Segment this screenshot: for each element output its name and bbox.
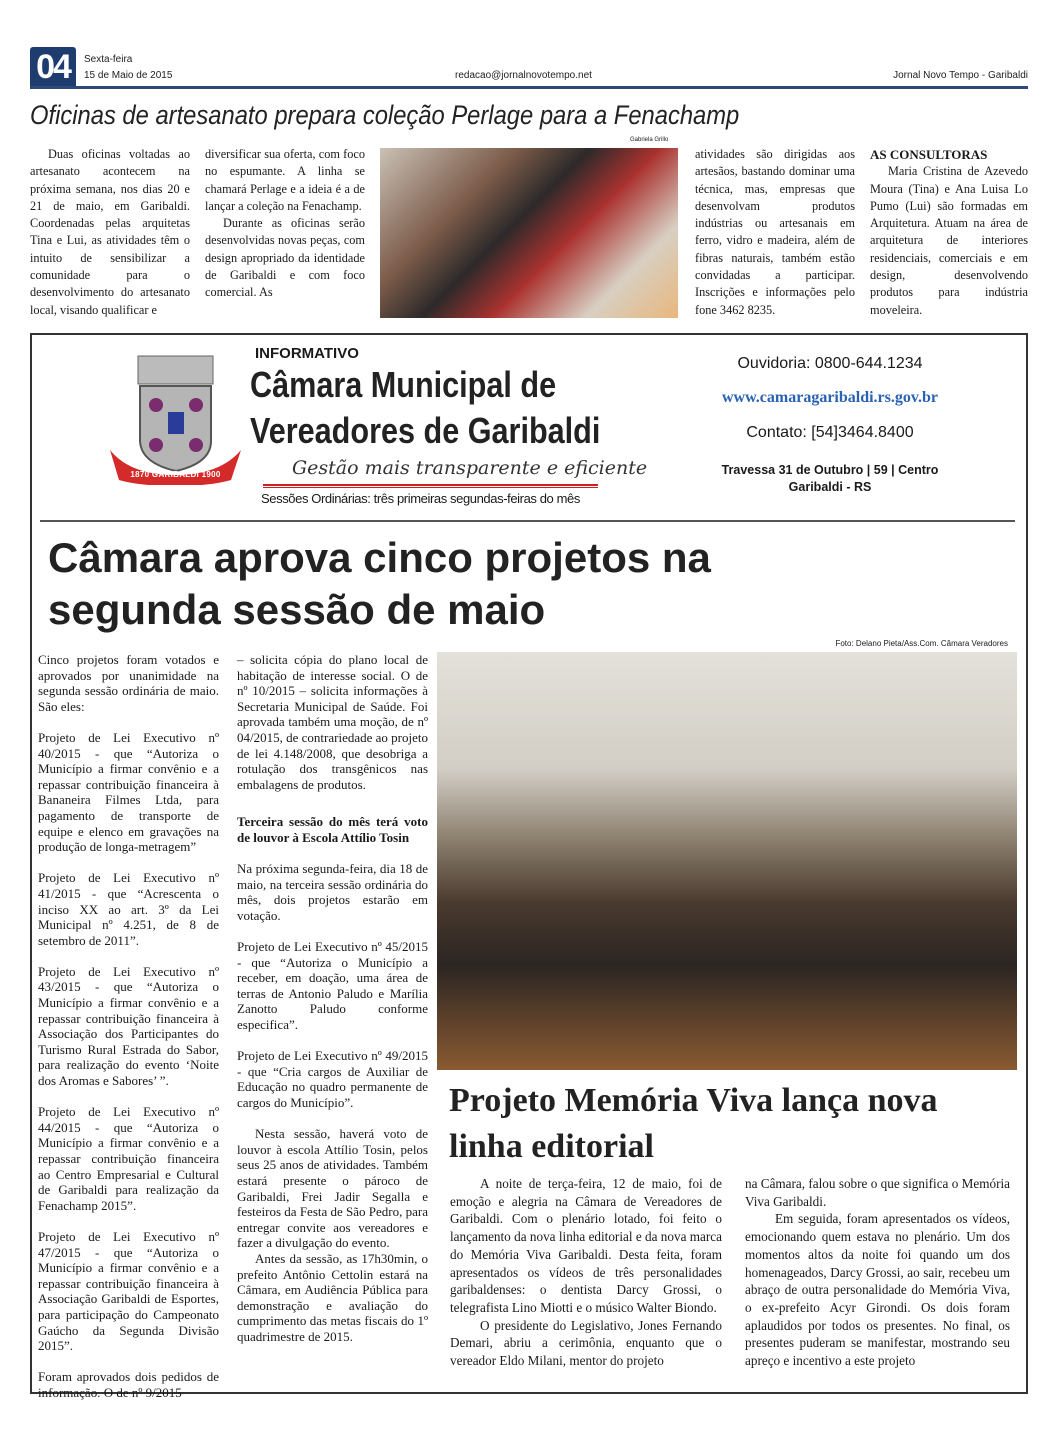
paragraph: Foram aprovados dois pedidos de informação. O de nº 9/2015 (38, 1369, 219, 1400)
article-title: Oficinas de artesanato prepara coleção Perlage para a Fenachamp (30, 100, 740, 130)
page-number: 04 (30, 47, 76, 87)
article-column (695, 146, 855, 319)
paragraph: Projeto de Lei Executivo nº 49/2015 - que “Cria cargos de Auxiliar de Educação no quadro permanente de cargos do Município”. (237, 1048, 428, 1111)
header-rule (30, 86, 1028, 89)
paragraph: Projeto de Lei Executivo nº 47/2015 - que “Autoriza o Município a firmar convênio e a repassar contribuição financeira à Associação Garibaldi de Esportes, para participação do Campeonato Gaúcho da Segunda Divisão 2015”. (38, 1228, 219, 1354)
paragraph: atividades são dirigidas aos artesãos, bastando dominar uma técnica, mas, empresas que desenvolvam produtos indústrias ou artesanais em ferro, vidro e madeira, além de fibras naturais, também estão convidadas a participar. Inscrições e informações pelo fone 3462 8235. (695, 147, 855, 317)
coat-of-arms-logo (108, 350, 243, 485)
article-column (870, 146, 1028, 319)
subheading: Terceira sessão do mês terá voto de louvor à Escola Attílio Tosin (237, 814, 428, 845)
sessions-info: Sessões Ordinárias: três primeiras segundas-feiras do mês (261, 491, 580, 506)
paragraph: Projeto de Lei Executivo nº 43/2015 - que “Autoriza o Município a firmar convênio e a repassar contribuição financeira à Associação dos Participantes do Turismo Rural Estrada do Sabor, para realização do evento ‘Noite dos Aromas e Sabores’ ”. (38, 963, 219, 1089)
kicker: INFORMATIVO (255, 345, 359, 362)
subheading: AS CONSULTORAS (870, 147, 988, 162)
ouvidoria: Ouvidoria: 0800-644.1234 (737, 355, 923, 372)
paragraph: Projeto de Lei Executivo nº 45/2015 - que “Autoriza o Município a receber, em doação, uma área de terras de Antonio Paludo e Marília Zanotto Paludo conforme especifica”. (237, 939, 428, 1033)
article-column (450, 1175, 722, 1370)
contato: Contato: [54]3464.8400 (746, 424, 914, 441)
article-column (38, 652, 219, 1416)
paragraph: Em seguida, foram apresentados os vídeos, emocionando quem estava no plenário. Um dos momentos altos da noite foi quando um dos homenageados, Darcy Grossi, ao sair, recebeu um abraço de outra personalidade do Memória Viva, o ex-prefeito Acyr Girondi. Os dois foram aplaudidos por todos os presentes. No final, os presentes puderam se manifestar, mostrando seu apreço e incentivo a este projeto (745, 1211, 1010, 1369)
paragraph: A noite de terça-feira, 12 de maio, foi de emoção e alegria na Câmara de Vereadores de Garibaldi. Com o plenário lotado, foi feito o lançamento da nova linha editorial e da nova marca do Memória Viva Garibaldi. Desta feita, foram apresentados os vídeos de três personalidades garibaldenses: o dentista Darcy Grossi, o telegrafista Lino Miotti e o músico Walter Biondo. (450, 1176, 722, 1315)
article-column (237, 652, 428, 1360)
date: 15 de Maio de 2015 (84, 70, 173, 81)
email: redacao@jornalnovotempo.net (455, 70, 592, 81)
slogan-rule (263, 484, 598, 488)
paragraph: Projeto de Lei Executivo nº 40/2015 - que “Autoriza o Município a firmar convênio e a repassar contribuição financeira à Bananeira Filmes Ltda, para pagamento de transporte de equipe e elenco em gravações na produção de longa-metragem” (38, 729, 219, 855)
article-title: Câmara aprova cinco projetos na segunda sessão de maio (48, 534, 711, 633)
article-column (30, 146, 190, 319)
paragraph: Na próxima segunda-feira, dia 18 de maio, na terceira sessão ordinária do mês, dois projetos estarão em votação. (237, 861, 428, 923)
divider (40, 520, 1015, 522)
paragraph: Nesta sessão, haverá voto de louvor à escola Attílio Tosin, pelos seus 25 anos de atividades. Também estará presente o pároco de Garibaldi, Frei Jadir Segalla e festeiros da Festa de São Pedro, para entregar convite aos vereadores e fazer a divulgação do evento. (237, 1126, 428, 1251)
paper-name: Jornal Novo Tempo - Garibaldi (893, 70, 1028, 81)
paragraph: Maria Cristina de Azevedo Moura (Tina) e Ana Luisa Lo Pumo (Lui) são formadas em Arquitetura. Atuam na área de arquitetura de interiores residenciais, comerciais e em design, desenvolvendo produtos para indústria moveleira. (870, 164, 1028, 317)
paragraph: Projeto de Lei Executivo nº 41/2015 - que “Acrescenta o inciso XX ao art. 3º da Lei Municipal nº 4.251, de 8 de setembro de 2011”. (38, 870, 219, 948)
address-line1: Travessa 31 de Outubro | 59 | Centro (721, 463, 939, 477)
paragraph: – solicita cópia do plano local de habitação de interesse social. O de nº 10/2015 – solicita informações à Secretaria Municipal de Saúde. Foi aprovada também uma moção, de nº 04/2015, de contrariedade ao projeto de lei 4.148/2008, que desobriga a rotulação dos transgênicos nas embalagens de produtos. (237, 652, 428, 792)
paragraph: Projeto de Lei Executivo nº 44/2015 - que “Autoriza o Município a firmar convênio e a repassar contribuição financeira ao Centro Empresarial e Cultural de Garibaldi para realização da Fenachamp 2015”. (38, 1104, 219, 1213)
banner-title-line1: Câmara Municipal de (250, 364, 557, 405)
article-title: Projeto Memória Viva lança nova linha editorial (449, 1082, 938, 1165)
article-column (745, 1175, 1010, 1370)
artisans-photo (380, 148, 678, 318)
paragraph: Duas oficinas voltadas ao artesanato acontecem na próxima semana, nos dias 20 e 21 de maio, em Garibaldi. Coordenadas pelas arquitetas Tina e Lui, as atividades têm o intuito de sensibilizar a comunidade para o desenvolvimento do artesanato local, visando qualificar e (30, 147, 190, 317)
paragraph: Antes da sessão, as 17h30min, o prefeito Antônio Cettolin estará na Câmara, em Audiência Pública para demonstração e avaliação do cumprimento das metas fiscais do 1º quadrimestre de 2015. (237, 1250, 428, 1344)
photo-credit: Gabriela Grillo (630, 137, 669, 143)
paragraph: diversificar sua oferta, com foco no espumante. A linha se chamará Perlage e a ideia é a de lançar a coleção na Fenachamp. (205, 147, 365, 213)
weekday: Sexta-feira (84, 54, 133, 65)
crest-ribbon-text: 1870 GARIBALDI 1900 (130, 470, 221, 479)
paragraph: na Câmara, falou sobre o que significa o Memória Viva Garibaldi. (745, 1176, 1010, 1209)
paragraph: O presidente do Legislativo, Jones Fernando Demari, abriu a cerimônia, enquanto que o vereador Eldo Milani, mentor do projeto (450, 1317, 722, 1369)
council-session-photo (437, 652, 1017, 1070)
article-column (205, 146, 365, 302)
slogan: Gestão mais transparente e eficiente (292, 457, 648, 479)
website-link[interactable]: www.camaragaribaldi.rs.gov.br (722, 389, 938, 406)
banner-title-line2: Vereadores de Garibaldi (250, 410, 601, 451)
paragraph: Cinco projetos foram votados e aprovados por unanimidade na segunda sessão ordinária de maio. São eles: (38, 652, 219, 714)
photo-credit: Foto: Delano Pieta/Ass.Com. Câmara Veradores (835, 639, 1008, 648)
address-line2: Garibaldi - RS (788, 480, 872, 494)
paragraph: Durante as oficinas serão desenvolvidas novas peças, com design apropriado da identidade de Garibaldi e com foco comercial. As (205, 216, 365, 300)
